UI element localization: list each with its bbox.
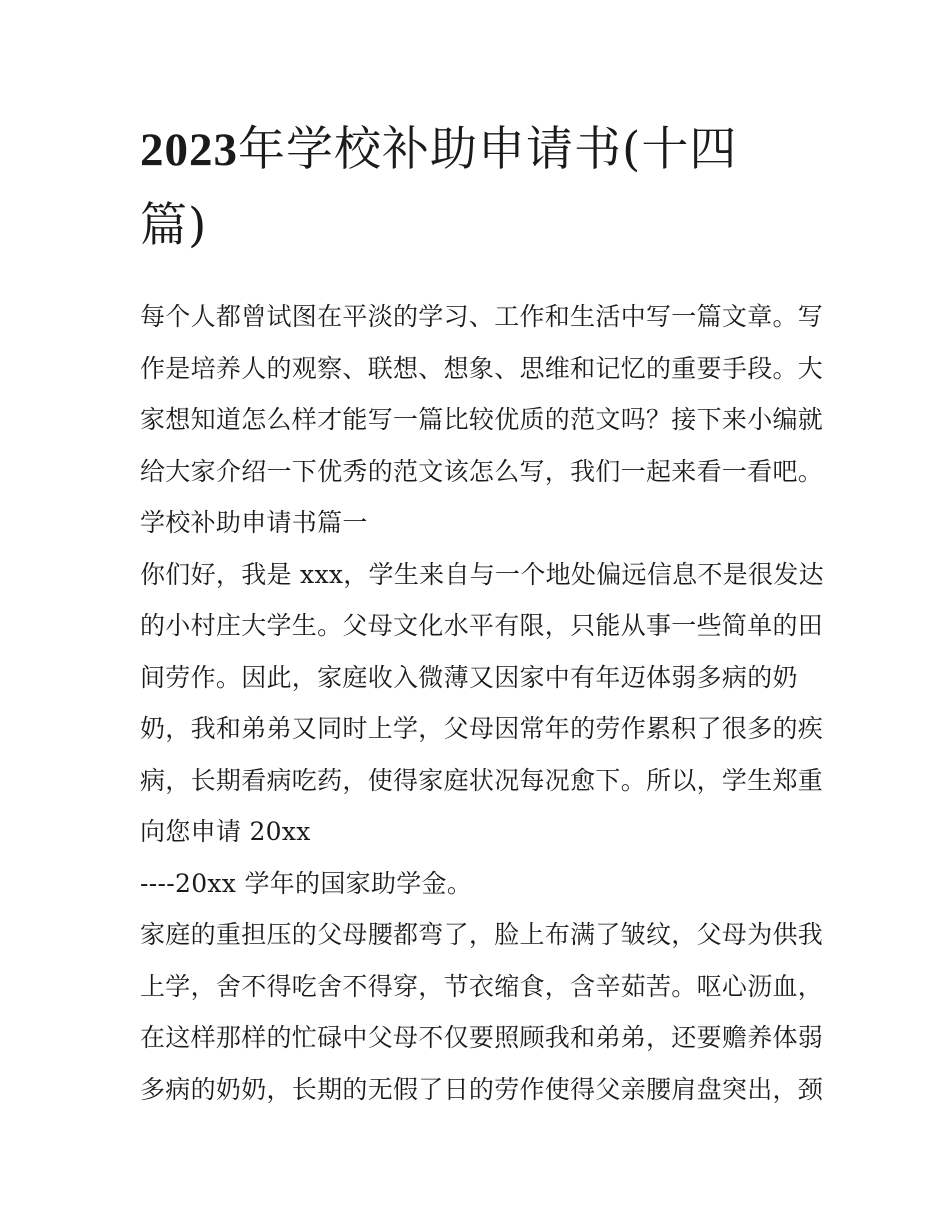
body-line: 多病的奶奶，长期的无假了日的劳作使得父亲腰肩盘突出，颈 xyxy=(140,1074,824,1104)
section-heading: 学校补助申请书篇一 xyxy=(140,508,368,537)
body-line: 病，长期看病吃药，使得家庭状况每况愈下。所以，学生郑重 xyxy=(140,765,824,795)
title-text-line1: 年学校补助申请书(十四 xyxy=(238,122,738,177)
title-year: 2023 xyxy=(140,124,238,176)
body-line: 每个人都曾试图在平淡的学习、工作和生活中写一篇文章。写 xyxy=(140,302,824,331)
body-line: ----20xx 学年的国家助学金。 xyxy=(140,868,473,898)
body-line: 奶，我和弟弟又同时上学，父母因常年的劳作累积了很多的疾 xyxy=(140,714,824,743)
body-line: 你们好，我是 xxx，学生来自与一个地处偏远信息不是很发达 xyxy=(140,559,824,589)
body-line: 给大家介绍一下优秀的范文该怎么写，我们一起来看一看吧。 xyxy=(140,456,824,486)
body-line: 作是培养人的观察、联想、想象、思维和记忆的重要手段。大 xyxy=(140,353,824,383)
document-page xyxy=(140,112,824,1115)
body-line: 家想知道怎么样才能写一篇比较优质的范文吗？接下来小编就 xyxy=(140,405,824,434)
body-line: 的小村庄大学生。父母文化水平有限，只能从事一些简单的田 xyxy=(140,611,824,640)
body-line: 向您申请 20xx xyxy=(140,817,311,846)
body-line: 上学，舍不得吃舍不得穿，节衣缩食，含辛茹苦。呕心沥血， xyxy=(140,971,824,1001)
body-line: 在这样那样的忙碌中父母不仅要照顾我和弟弟，还要赡养体弱 xyxy=(140,1023,824,1052)
document-body xyxy=(140,291,824,1115)
body-line: 家庭的重担压的父母腰都弯了，脸上布满了皱纹，父母为供我 xyxy=(140,920,824,949)
title-text-line2: 篇) xyxy=(140,198,208,253)
document-title xyxy=(140,112,815,263)
body-line: 间劳作。因此，家庭收入微薄又因家中有年迈体弱多病的奶 xyxy=(140,662,798,692)
